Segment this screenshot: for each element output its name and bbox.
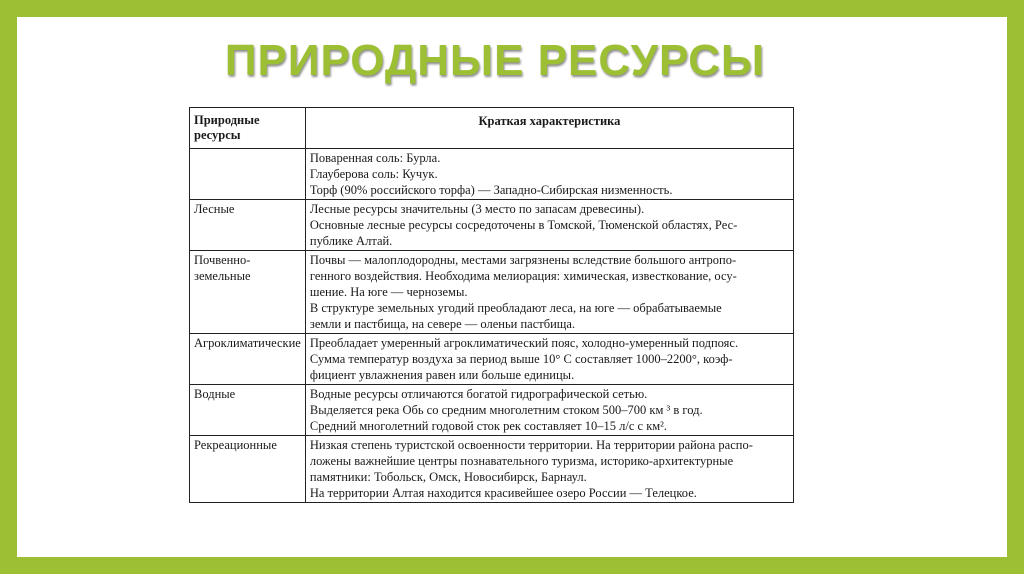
resource-description (305, 436, 793, 503)
description-line: Лесные ресурсы значительны (3 место по запасам древесины). (309, 202, 645, 216)
table-row (190, 251, 794, 334)
resource-description (305, 334, 793, 385)
resource-name: Водные (190, 385, 306, 436)
resource-description (305, 251, 793, 334)
resource-description (305, 149, 793, 200)
description-line: Глауберова соль: Кучук. (309, 167, 438, 181)
resource-name: Лесные (190, 200, 306, 251)
description-line: публике Алтай. (309, 234, 393, 248)
resource-name (190, 149, 306, 200)
resources-table (189, 107, 794, 503)
table-row (190, 334, 794, 385)
description-line: генного воздействия. Необходима мелиорация: химическая, известкование, осу- (309, 269, 737, 283)
table-row (190, 436, 794, 503)
description-line: фициент увлажнения равен или больше единицы. (309, 368, 575, 382)
description-line: шение. На юге — черноземы. (309, 285, 468, 299)
description-line: Преобладает умеренный агроклиматический пояс, холодно-умеренный подпояс. (309, 336, 739, 350)
description-line: Сумма температур воздуха за период выше 10° С составляет 1000–2200°, коэф- (309, 352, 733, 366)
resource-description (305, 200, 793, 251)
resource-name: Рекреационные (190, 436, 306, 503)
table-row (190, 149, 794, 200)
description-line: Низкая степень туристской освоенности территории. На территории района распо- (309, 438, 753, 452)
description-line: земли и пастбища, на севере — оленьи пастбища. (309, 317, 576, 331)
table-row (190, 385, 794, 436)
table-row (190, 200, 794, 251)
description-line: Поваренная соль: Бурла. (309, 151, 441, 165)
resource-name: Почвенно-земельные (190, 251, 306, 334)
header-resources: Природные ресурсы (190, 108, 306, 149)
description-line: Водные ресурсы отличаются богатой гидрографической сетью. (309, 387, 648, 401)
resource-name: Агроклиматические (190, 334, 306, 385)
description-line: Выделяется река Обь со средним многолетним стоком 500–700 км ³ в год. (309, 403, 703, 417)
header-description: Краткая характеристика (305, 108, 793, 149)
resource-description (305, 385, 793, 436)
description-line: Средний многолетний годовой сток рек составляет 10–15 л/с с км². (309, 419, 668, 433)
description-line: Основные лесные ресурсы сосредоточены в Томской, Тюменской областях, Рес- (309, 218, 738, 232)
slide-title: ПРИРОДНЫЕ РЕСУРСЫ (224, 36, 766, 85)
description-line: ложены важнейшие центры познавательного туризма, историко-архитектурные (309, 454, 734, 468)
description-line: На территории Алтая находится красивейшее озеро России — Телецкое. (309, 486, 697, 500)
description-line: Торф (90% российского торфа) — Западно-Сибирская низменность. (309, 183, 673, 197)
description-line: В структуре земельных угодий преобладают леса, на юге — обрабатываемые (309, 301, 722, 315)
description-line: памятники: Тобольск, Омск, Новосибирск, Барнаул. (309, 470, 587, 484)
table-header-row (190, 108, 794, 149)
description-line: Почвы — малоплодородны, местами загрязнены вследствие большого антропо- (309, 253, 737, 267)
